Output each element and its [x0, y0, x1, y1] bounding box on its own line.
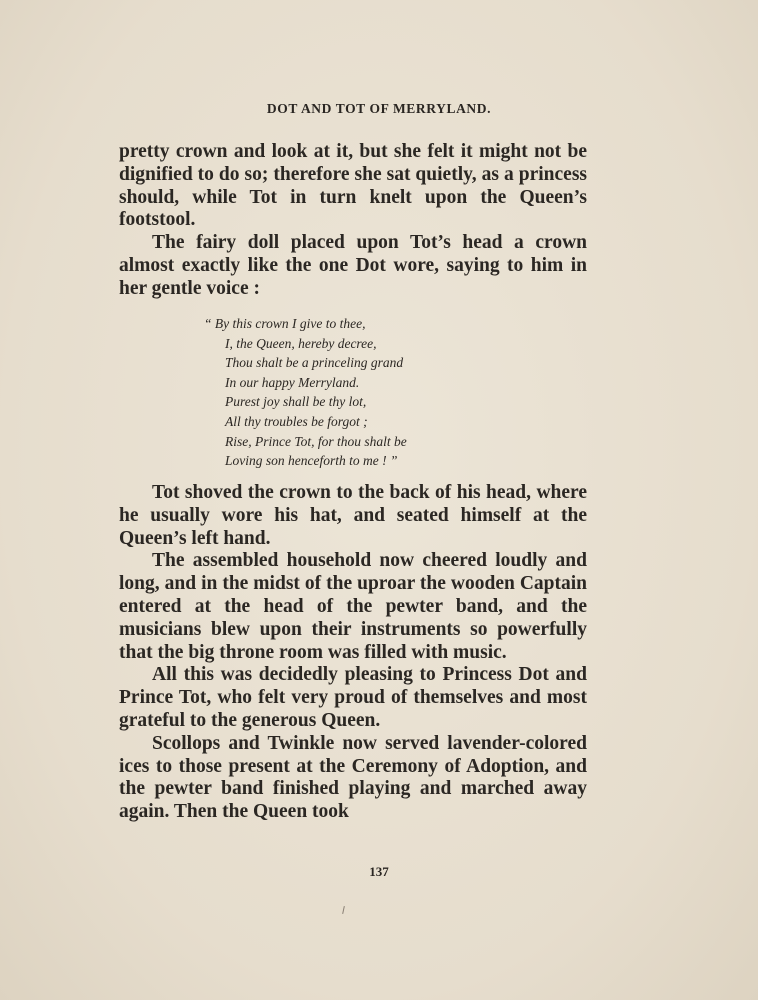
verse-line: Thou shalt be a princeling grand [225, 355, 404, 371]
paragraph: All this was decidedly pleasing to Princess Dot and Prince Tot, who felt very proud of themselves and most grateful to the generous Queen. [119, 664, 587, 731]
paper-speck [342, 906, 345, 914]
verse-line: All thy troubles be forgot ; [225, 413, 368, 429]
page-number: 137 [369, 864, 389, 879]
paragraph: Scollops and Twinkle now served lavender-colored ices to those present at the Ceremony of Adoption, and the pewter band finished playing and marched away again. Then the Queen took [119, 732, 587, 823]
paragraph: The fairy doll placed upon Tot’s head a crown almost exactly like the one Dot wore, saying to him in her gentle voice : [119, 232, 587, 299]
text-block-upper [119, 141, 587, 301]
paragraph: Tot shoved the crown to the back of his head, where he usually wore his hat, and seated himself at the Queen’s left hand. [119, 482, 587, 549]
text-block-lower [119, 482, 587, 824]
verse-line: “ By this crown I give to thee, [204, 316, 366, 331]
running-head: DOT AND TOT OF MERRYLAND. [266, 101, 492, 116]
verse-line: In our happy Merryland. [225, 374, 360, 390]
verse-line: Purest joy shall be thy lot, [225, 394, 367, 410]
paragraph: The assembled household now cheered loudly and long, and in the midst of the uproar the wooden Captain entered at the head of the pewter band, and the musicians blew upon their instruments so powerfully that the big throne room was filled with music. [119, 550, 587, 663]
verse-line: Loving son henceforth to me ! ” [225, 453, 398, 469]
verse-stanza [204, 314, 524, 471]
paragraph: pretty crown and look at it, but she felt it might not be dignified to do so; therefore she sat quietly, as a princess should, while Tot in turn knelt upon the Queen’s footstool. [119, 141, 587, 231]
verse-line: I, the Queen, hereby decree, [225, 335, 377, 351]
verse-line: Rise, Prince Tot, for thou shalt be [225, 433, 407, 449]
